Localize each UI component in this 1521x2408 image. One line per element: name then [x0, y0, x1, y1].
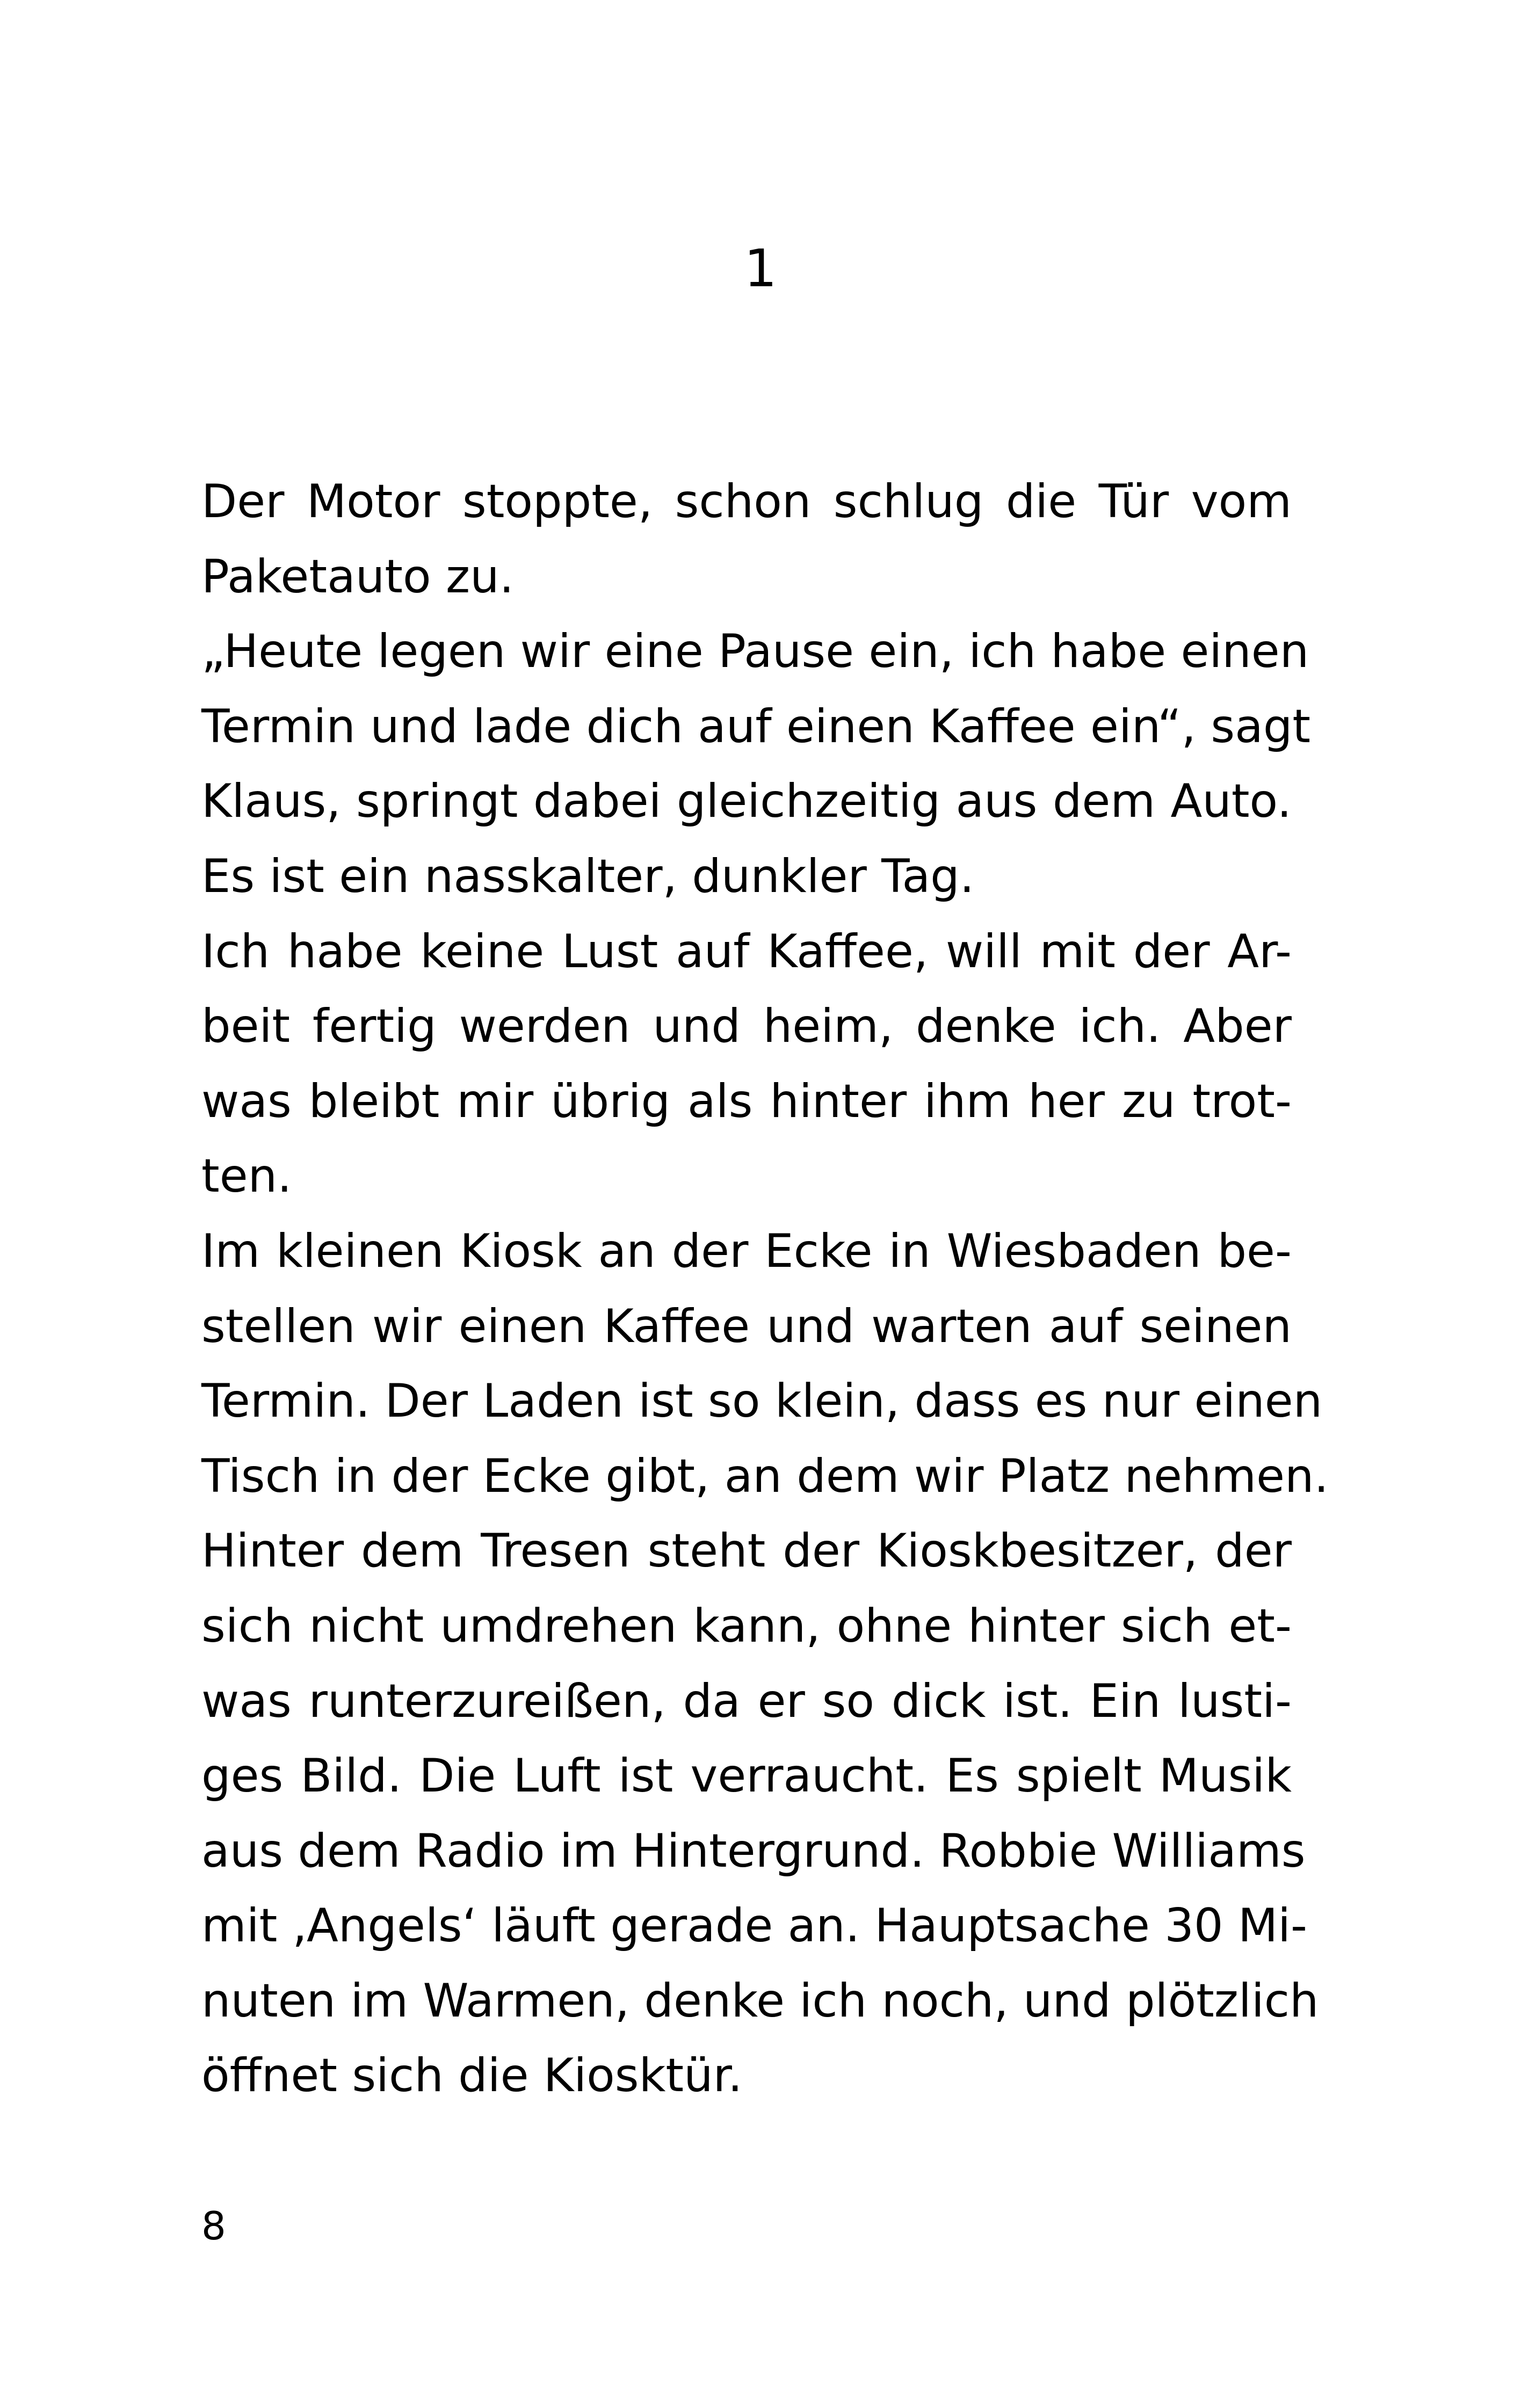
- text-line: Im kleinen Kiosk an der Ecke in Wiesbaden be-: [201, 1224, 1292, 1278]
- text-line: Termin und lade dich auf einen Kaffee ein“, sagt: [201, 699, 1311, 753]
- text-line: Klaus, springt dabei gleichzeitig aus dem Auto.: [201, 774, 1292, 829]
- text-line: Ich habe keine Lust auf Kaffee, will mit der Ar-: [201, 924, 1292, 978]
- text-line: Tisch in der Ecke gibt, an dem wir Platz nehmen.: [201, 1449, 1329, 1503]
- text-line: Hinter dem Tresen steht der Kioskbesitzer, der: [201, 1524, 1292, 1578]
- text-line: sich nicht umdrehen kann, ohne hinter sich et-: [201, 1599, 1292, 1653]
- text-line: Paketauto zu.: [201, 549, 514, 604]
- text-line: was runterzureißen, da er so dick ist. Ein lusti-: [201, 1674, 1292, 1728]
- text-line: öffnet sich die Kiosktür.: [201, 2049, 743, 2103]
- chapter-number: 1: [744, 238, 777, 299]
- text-line: „Heute legen wir eine Pause ein, ich habe einen: [201, 625, 1309, 679]
- text-line: nuten im Warmen, denke ich noch, und plötzlich: [201, 1974, 1319, 2028]
- text-line: mit ‚Angels‘ läuft gerade an. Hauptsache 30 Mi-: [201, 1899, 1308, 1953]
- text-line: ten.: [201, 1149, 292, 1203]
- text-line: ges Bild. Die Luft ist verraucht. Es spielt Musik: [201, 1749, 1292, 1803]
- text-line: Es ist ein nasskalter, dunkler Tag.: [201, 849, 975, 903]
- text-line: beit fertig werden und heim, denke ich. Aber: [201, 999, 1292, 1054]
- body-text: [201, 465, 1329, 2114]
- text-line: Der Motor stoppte, schon schlug die Tür vom: [201, 475, 1292, 528]
- page-number: 8: [201, 2203, 226, 2249]
- text-line: Termin. Der Laden ist so klein, dass es nur einen: [201, 1374, 1323, 1428]
- text-line: aus dem Radio im Hintergrund. Robbie Williams: [201, 1824, 1306, 1878]
- text-line: stellen wir einen Kaffee und warten auf seinen: [201, 1299, 1292, 1353]
- text-line: was bleibt mir übrig als hinter ihm her zu trot-: [201, 1074, 1292, 1128]
